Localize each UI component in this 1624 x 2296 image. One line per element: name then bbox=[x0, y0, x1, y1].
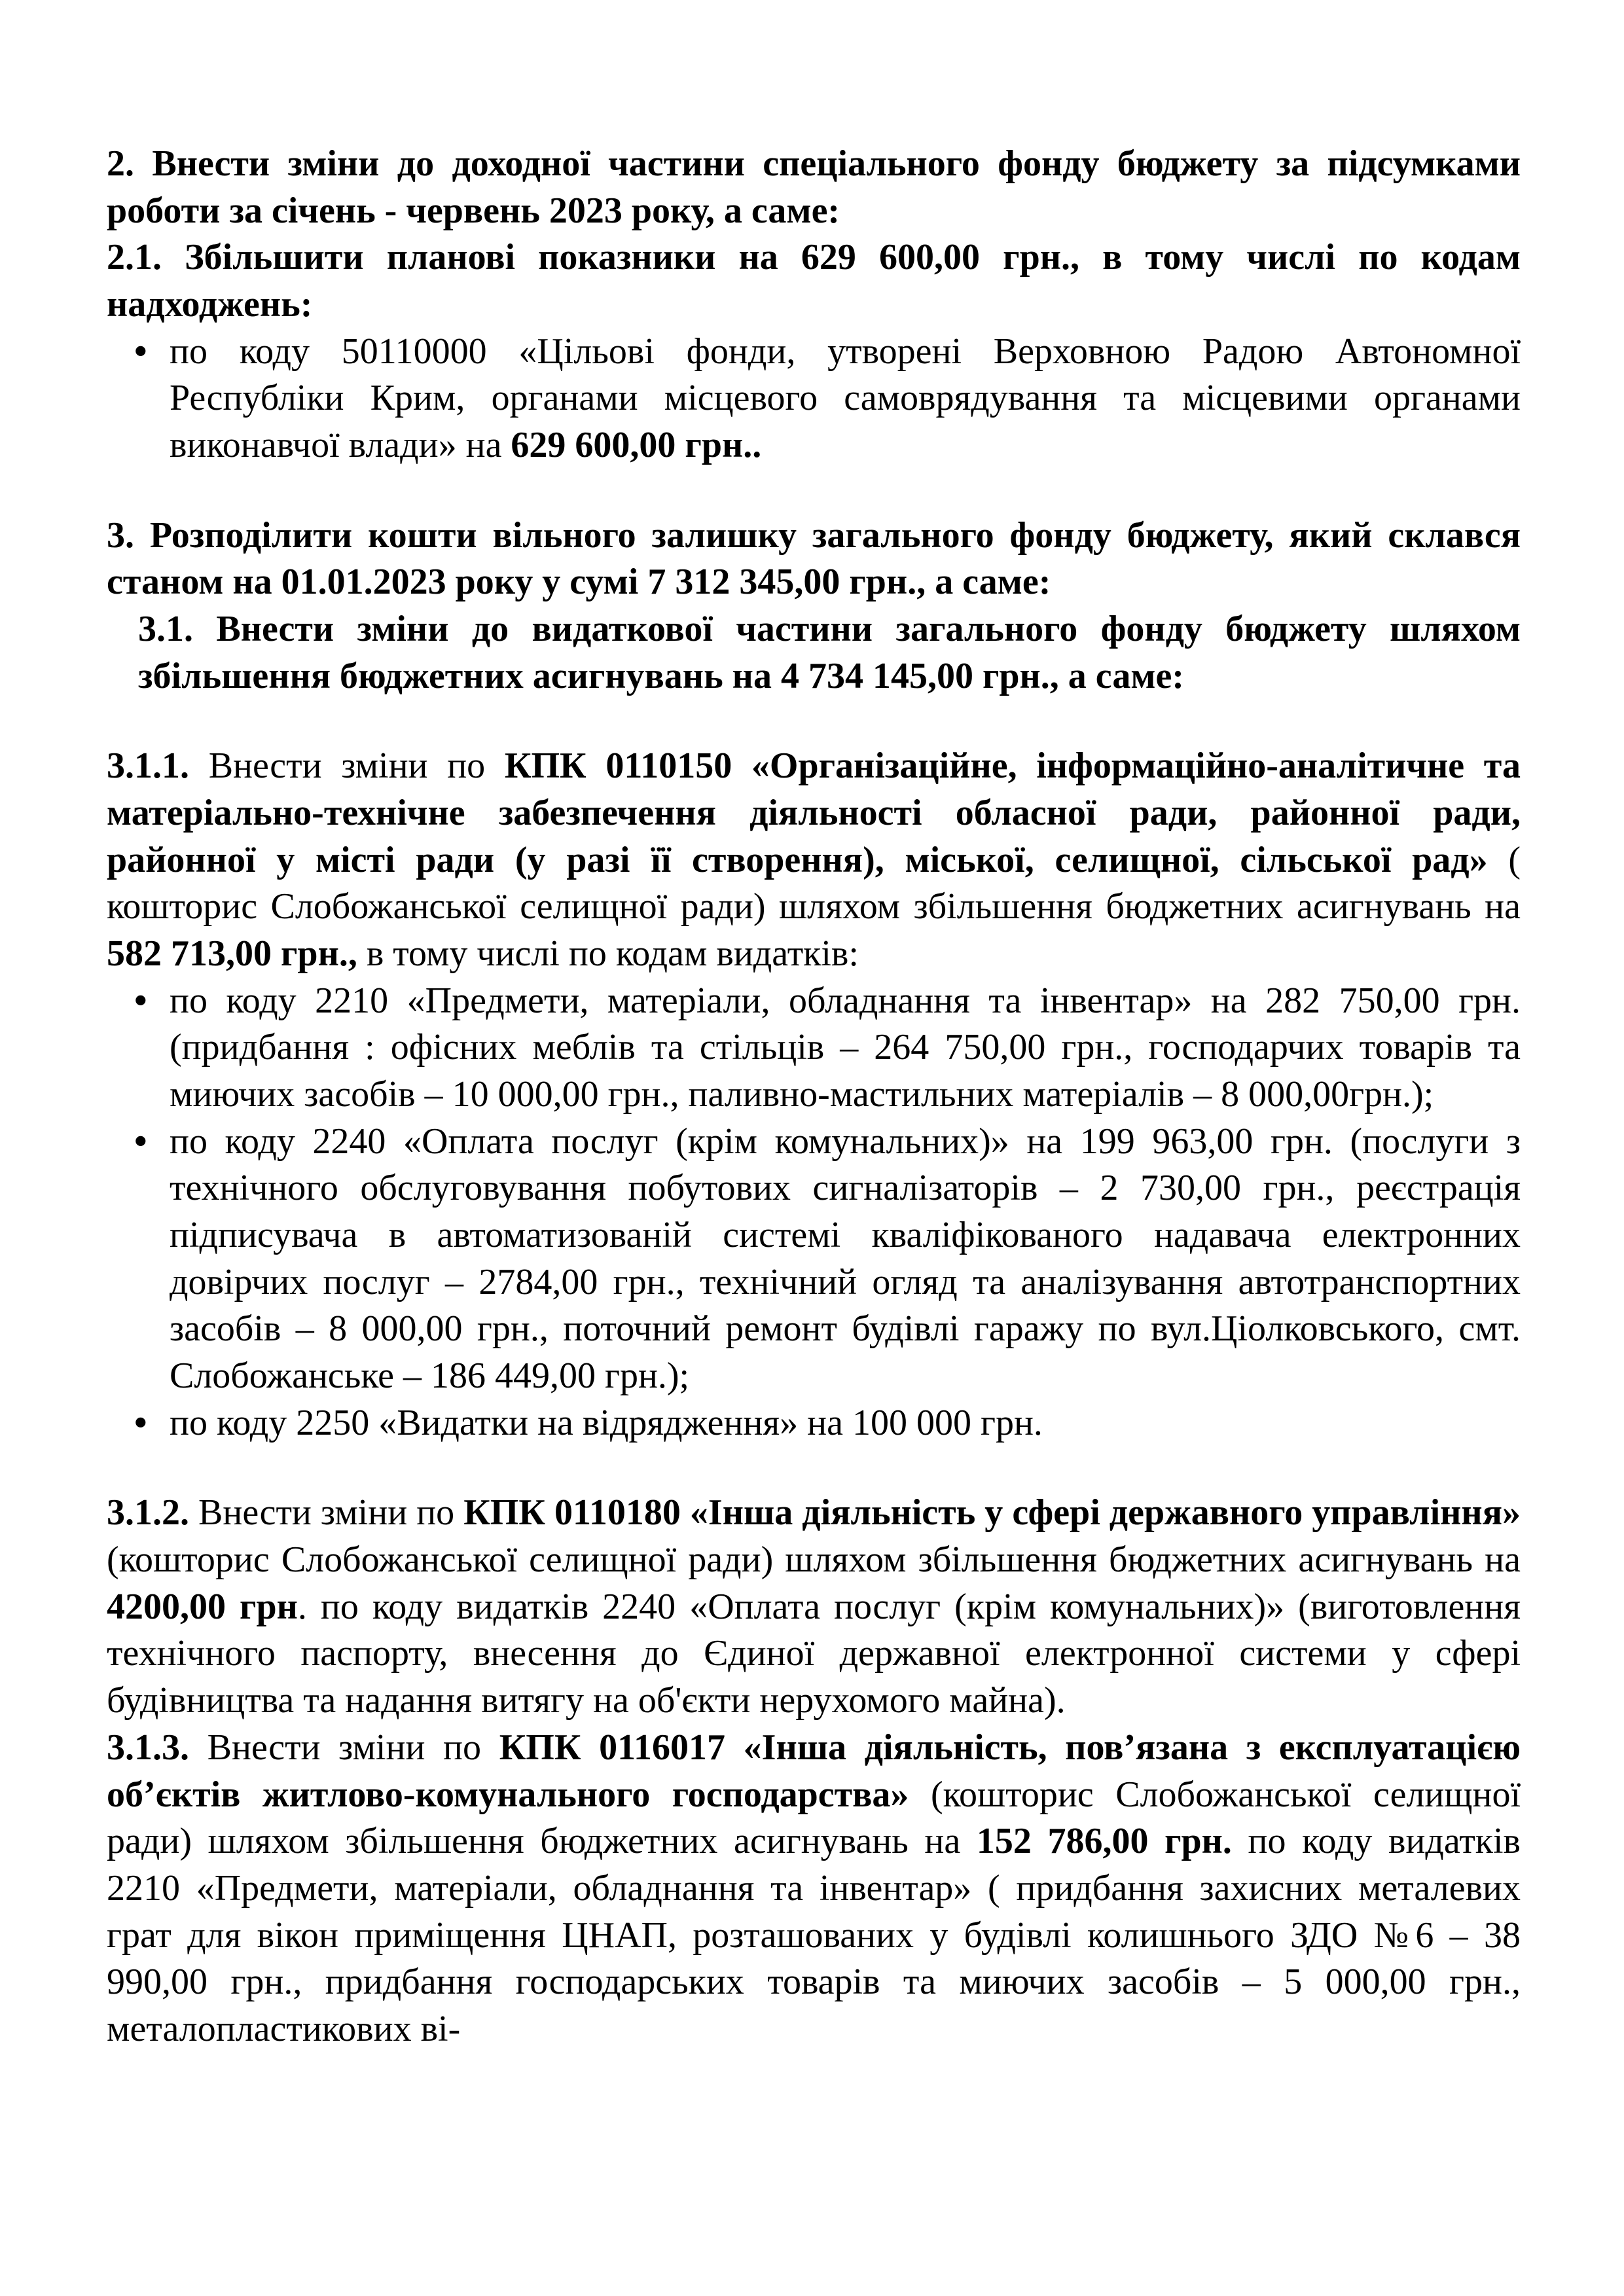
paragraph-3-1-1-kpk: КПК 0110150 «Організаційне, інформаційно-аналітичне та матеріально-технічне забезпечення діяльності обласної ради, районної ради, районної у місті ради (у разі її створення), міської, селищної, сільської рад» bbox=[107, 745, 1521, 880]
expense-bullet-2240: • по коду 2240 «Оплата послуг (крім комунальних)» на 199 963,00 грн. (послуги з технічного обслуговування побутових сигналізаторів – 2 730,00 грн., реєстрація підписувача в автоматизованій системі кваліфікованого надавача електронних довірчих послуг – 2784,00 грн., технічний огляд та аналізування автотранспортних засобів – 8 000,00 грн., поточний ремонт будівлі гаражу по вул.Ціолковського, смт. Слобожанське – 186 449,00 грн.); bbox=[107, 1119, 1521, 1400]
paragraph-3-1-1-text-1: Внести зміни по bbox=[189, 745, 505, 787]
paragraph-3-1-3-text-3: по коду видатків 2210 «Предмети, матеріали, обладнання та інвентар» ( придбання захисних металевих грат для вікон приміщення ЦНАП, розташованих у будівлі колишнього ЗДО №6 – 38 990,00 грн., придбання господарських товарів та миючих засобів – 5 000,00 грн., металопластикових ві- bbox=[107, 1821, 1521, 2049]
revenue-codes-list bbox=[107, 329, 1521, 469]
revenue-bullet-text: по коду 50110000 «Цільові фонди, утворені Верховною Радою Автономної Республіки Крим, органами місцевого самоврядування та місцевими органами виконавчої влади» на bbox=[170, 331, 1521, 466]
paragraph-3-1-2 bbox=[107, 1490, 1521, 1724]
paragraph-3-1-2-text-3: . по коду видатків 2240 «Оплата послуг (крім комунальних)» (виготовлення технічного паспорту, внесення до Єдиної державної електронної системи у сфері будівництва та надання витягу на об'єкти нерухомого майна). bbox=[107, 1586, 1521, 1721]
paragraph-3-1-2-text-1: Внести зміни по bbox=[189, 1492, 464, 1534]
paragraph-3: 3. Розподілити кошти вільного залишку загального фонду бюджету, який склався станом на 01.01.2023 року у сумі 7 312 345,00 грн., а саме: bbox=[107, 514, 1521, 603]
paragraph-3-1-2-kpk: КПК 0110180 «Інша діяльність у сфері державного управління» bbox=[463, 1492, 1521, 1534]
paragraph-3-1-3-text-2: (кошторис Слобожанської селищної ради) шляхом збільшення бюджетних асигнувань на bbox=[107, 1774, 1521, 1862]
expense-codes-list bbox=[107, 978, 1521, 1447]
paragraph-3-1-3 bbox=[107, 1725, 1521, 2053]
expense-bullet-2250: • по коду 2250 «Видатки на відрядження» на 100 000 грн. bbox=[107, 1400, 1521, 1447]
paragraph-3-1-1-amount: 582 713,00 грн., bbox=[107, 933, 357, 975]
paragraph-2-1: 2.1. Збільшити планові показники на 629 600,00 грн., в тому числі по кодам надходжень: bbox=[107, 237, 1521, 325]
paragraph-2: 2. Внести зміни до доходної частини спеціального фонду бюджету за підсумками роботи за січень - червень 2023 року, а саме: bbox=[107, 143, 1521, 231]
paragraph-3-1-3-amount: 152 786,00 грн. bbox=[976, 1821, 1232, 1862]
paragraph-3-1-2-number: 3.1.2. bbox=[107, 1492, 189, 1534]
paragraph-3-1-3-number: 3.1.3. bbox=[107, 1727, 189, 1768]
paragraph-3-1-1-text-3: в тому числі по кодам видатків: bbox=[357, 933, 859, 975]
paragraph-3-1-3-kpk: КПК 0116017 «Інша діяльність, пов’язана з експлуатацією об’єктів житлово-комунального господарства» bbox=[107, 1727, 1521, 1815]
paragraph-3-1-1-number: 3.1.1. bbox=[107, 745, 189, 787]
expense-bullet-2210: • по коду 2210 «Предмети, матеріали, обладнання та інвентар» на 282 750,00 грн. (придбання : офісних меблів та стільців – 264 750,00 грн., господарчих товарів та миючих засобів – 10 000,00 грн., паливно-мастильних матеріалів – 8 000,00грн.); bbox=[107, 978, 1521, 1119]
paragraph-3-1-1-text-2: ( кошторис Слобожанської селищної ради) шляхом збільшення бюджетних асигнувань на bbox=[107, 839, 1521, 927]
paragraph-3-1-3-text-1: Внести зміни по bbox=[189, 1727, 499, 1768]
paragraph-3-1-2-text-2: (кошторис Слобожанської селищної ради) шляхом збільшення бюджетних асигнувань на bbox=[107, 1539, 1521, 1581]
paragraph-3-1-1 bbox=[107, 743, 1521, 977]
revenue-bullet-50110000 bbox=[107, 329, 1521, 469]
revenue-bullet-amount: 629 600,00 грн.. bbox=[511, 425, 762, 466]
paragraph-3-1: 3.1. Внести зміни до видаткової частини загального фонду бюджету шляхом збільшення бюджетних асигнувань на 4 734 145,00 грн., а саме: bbox=[138, 609, 1521, 696]
paragraph-3-1-2-amount: 4200,00 грн bbox=[107, 1586, 298, 1627]
